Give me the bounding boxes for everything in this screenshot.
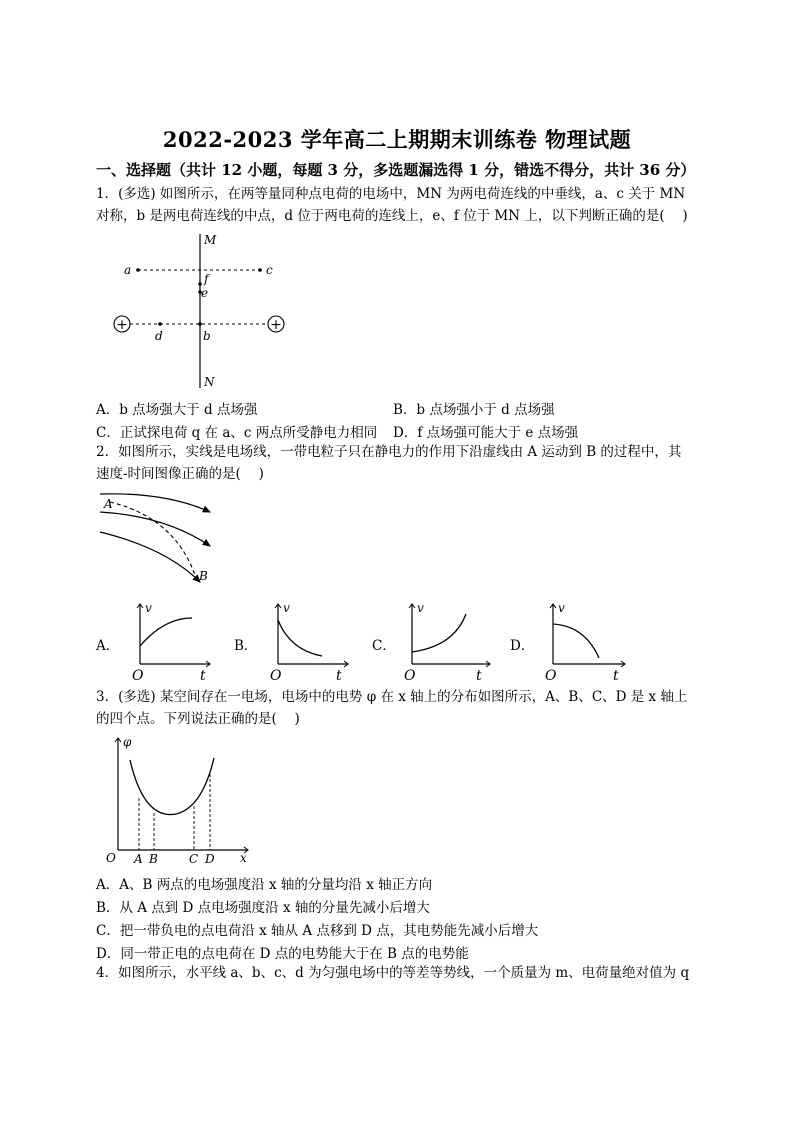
svg-text:v: v (145, 601, 152, 615)
svg-text:B: B (149, 852, 158, 866)
q2-graph-b[interactable] (270, 600, 352, 682)
svg-text:O: O (270, 668, 282, 684)
field-line-2 (100, 512, 210, 546)
q2-line2: 速度-时间图像正确的是( ) (96, 466, 264, 482)
charge-left-sign: + (116, 317, 128, 333)
point-b (198, 322, 202, 326)
svg-text:φ: φ (123, 735, 132, 749)
q1-line2: 对称，b 是两电荷连线的中点，d 位于两电荷的连线上，e、f 位于 MN 上，以下判断正确的是( ) (96, 208, 688, 224)
q2-line1: 2．如图所示，实线是电场线，一带电粒子只在静电力的作用下沿虚线由 A 运动到 B 的过程中，其 (96, 444, 682, 460)
point-c (258, 268, 262, 272)
svg-text:t: t (613, 668, 619, 684)
q3-line2: 的四个点。下列说法正确的是( ) (96, 711, 300, 727)
graph-a-curve (140, 618, 192, 646)
q3-option-d[interactable]: D．同一带正电的点电荷在 D 点的电势能大于在 B 点的电势能 (96, 946, 469, 962)
graph-c-curve (412, 614, 466, 652)
label-d: d (155, 329, 163, 343)
q1-option-b[interactable]: B．b 点场强小于 d 点场强 (393, 402, 555, 418)
section-heading: 一、选择题（共计 12 小题，每题 3 分，多选题漏选得 1 分，错选不得分，共计 36 分） (96, 161, 696, 179)
q3-option-c[interactable]: C．把一带负电的点电荷沿 x 轴从 A 点移到 D 点，其电势能先减小后增大 (96, 923, 539, 939)
q4-line1: 4．如图所示，水平线 a、b、c、d 为匀强电场中的等差等势线，一个质量为 m、电荷量绝对值为 q (96, 965, 690, 981)
charge-right-sign: + (270, 317, 282, 333)
q2-option-d-letter[interactable]: D． (510, 638, 535, 654)
svg-text:D: D (205, 852, 215, 866)
q2-option-a-letter[interactable]: A． (96, 638, 120, 654)
q3-line1: 3．(多选) 某空间存在一电场，电场中的电势 φ 在 x 轴上的分布如图所示，A、B、C、D 是 x 轴上 (96, 689, 688, 705)
q3-option-b[interactable]: B．从 A 点到 D 点电场强度沿 x 轴的分量先减小后增大 (96, 900, 430, 916)
label-c: c (266, 263, 273, 277)
q3-potential-figure (104, 734, 254, 866)
svg-text:O: O (106, 851, 116, 865)
svg-text:t: t (476, 668, 482, 684)
label-M: M (204, 233, 217, 247)
q1-line1: 1．(多选) 如图所示，在两等量同种点电荷的电场中，MN 为两电荷连线的中垂线，a、c 关于 MN (96, 186, 686, 202)
q2-option-c-letter[interactable]: C． (372, 638, 396, 654)
svg-text:A: A (134, 852, 143, 866)
q1-option-c[interactable]: C．正试探电荷 q 在 a、c 两点所受静电力相同 (96, 425, 378, 441)
graph-b-curve (278, 620, 322, 656)
q3-option-a[interactable]: A．A、B 两点的电场强度沿 x 轴的分量均沿 x 轴正方向 (96, 877, 433, 893)
label-e: e (201, 286, 209, 300)
svg-text:t: t (336, 668, 342, 684)
point-d (158, 322, 162, 326)
svg-text:v: v (283, 601, 290, 615)
q1-figure (100, 228, 300, 392)
svg-text:v: v (417, 601, 424, 615)
svg-text:C: C (189, 852, 199, 866)
graph-d-curve (553, 624, 599, 658)
label-A: A (104, 497, 113, 511)
q1-option-a[interactable]: A．b 点场强大于 d 点场强 (96, 402, 258, 418)
page-title: 2022-2023 学年高二上期期末训练卷 物理试题 (162, 127, 632, 152)
field-line-1 (100, 494, 210, 512)
q2-field-figure (96, 488, 226, 593)
svg-text:O: O (132, 668, 144, 684)
q2-graph-d[interactable] (545, 600, 629, 682)
label-B: B (199, 569, 208, 583)
svg-text:v: v (558, 601, 565, 615)
label-f: f (204, 272, 209, 286)
potential-curve (130, 758, 214, 815)
q2-option-b-letter[interactable]: B． (234, 638, 258, 654)
q1-option-d[interactable]: D．f 点场强可能大于 e 点场强 (393, 425, 579, 441)
svg-text:O: O (404, 668, 416, 684)
q2-graph-c[interactable] (404, 600, 496, 682)
label-a: a (124, 263, 132, 277)
point-a (136, 268, 140, 272)
svg-text:x: x (240, 851, 247, 865)
svg-text:t: t (200, 668, 206, 684)
svg-text:O: O (545, 668, 557, 684)
label-b: b (203, 329, 211, 343)
label-N: N (204, 375, 215, 389)
trajectory-dashed (110, 502, 196, 578)
field-line-3 (100, 532, 200, 582)
q2-graph-a[interactable] (130, 600, 212, 682)
